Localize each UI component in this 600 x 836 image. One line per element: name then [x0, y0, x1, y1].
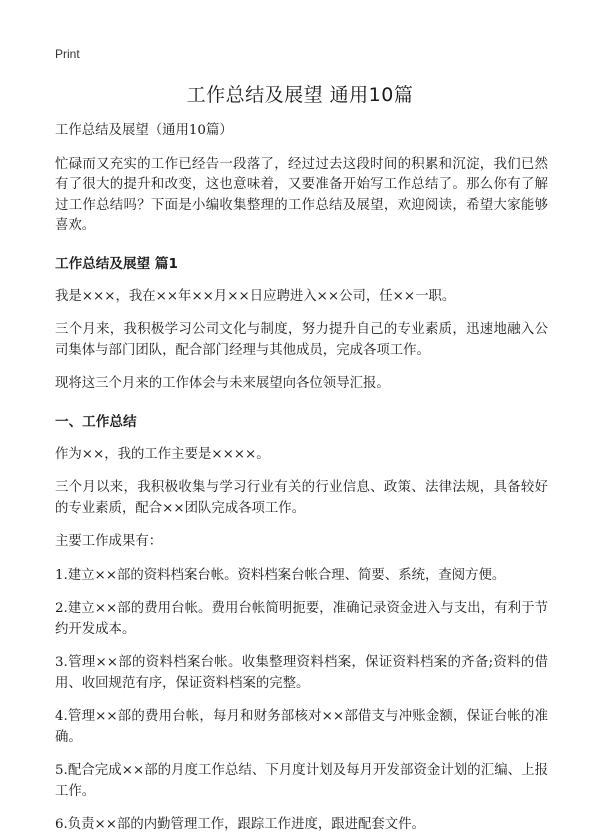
paragraph: 现将这三个月来的工作体会与未来展望向各位领导汇报。: [55, 376, 390, 391]
section-heading: 工作总结及展望 篇1: [55, 255, 178, 272]
article-body: [55, 121, 548, 836]
page-title: 工作总结及展望 通用10篇: [186, 84, 414, 106]
list-item: 4.管理××部的费用台帐，每月和财务部核对××部借支与冲账金额，保证台帐的准确。: [55, 709, 548, 745]
paragraph: 作为××，我的工作主要是××××。: [55, 446, 270, 462]
list-item: 6.负责××部的内勤管理工作，跟踪工作进度，跟进配套文件。: [55, 817, 425, 832]
intro-paragraph: 忙碌而又充实的工作已经告一段落了，经过过去这段时间的积累和沉淀，我们已然有了很大的提升和改变，这也意味着，又要准备开始写工作总结了。那么你有了解过工作总结吗？下面是小编收集整理的工作总结及展望，欢迎阅读，希望大家能够喜欢。: [55, 156, 548, 233]
paragraph: 三个月以来，我积极收集与学习行业有关的行业信息、政策、法律法规，具备较好的专业素质，配合××团队完成各项工作。: [55, 480, 548, 516]
list-item: 1.建立××部的资料档案台帐。资料档案台帐合理、简要、系统，查阅方便。: [55, 567, 506, 583]
paragraph: 主要工作成果有：: [55, 534, 163, 549]
list-item: 2.建立××部的费用台帐。费用台帐简明扼要，准确记录资金进入与支出，有利于节约开发成本。: [55, 601, 548, 637]
subheading: 一、工作总结: [55, 413, 137, 430]
list-item: 5.配合完成××部的月度工作总结、下月度计划及每月开发部资金计划的汇编、上报工作。: [55, 763, 548, 799]
print-link[interactable]: Print: [55, 47, 80, 61]
article-subtitle: 工作总结及展望（通用10篇）: [55, 123, 233, 138]
paragraph: 三个月来，我积极学习公司文化与制度，努力提升自己的专业素质，迅速地融入公司集体与部门团队，配合部门经理与其他成员，完成各项工作。: [55, 322, 548, 358]
list-item: 3.管理××部的资料档案台帐。收集整理资料档案，保证资料档案的齐备;资料的借用、收回规范有序，保证资料档案的完整。: [55, 655, 548, 691]
paragraph: 我是×××，我在××年××月××日应聘进入××公司，任××一职。: [55, 288, 456, 304]
